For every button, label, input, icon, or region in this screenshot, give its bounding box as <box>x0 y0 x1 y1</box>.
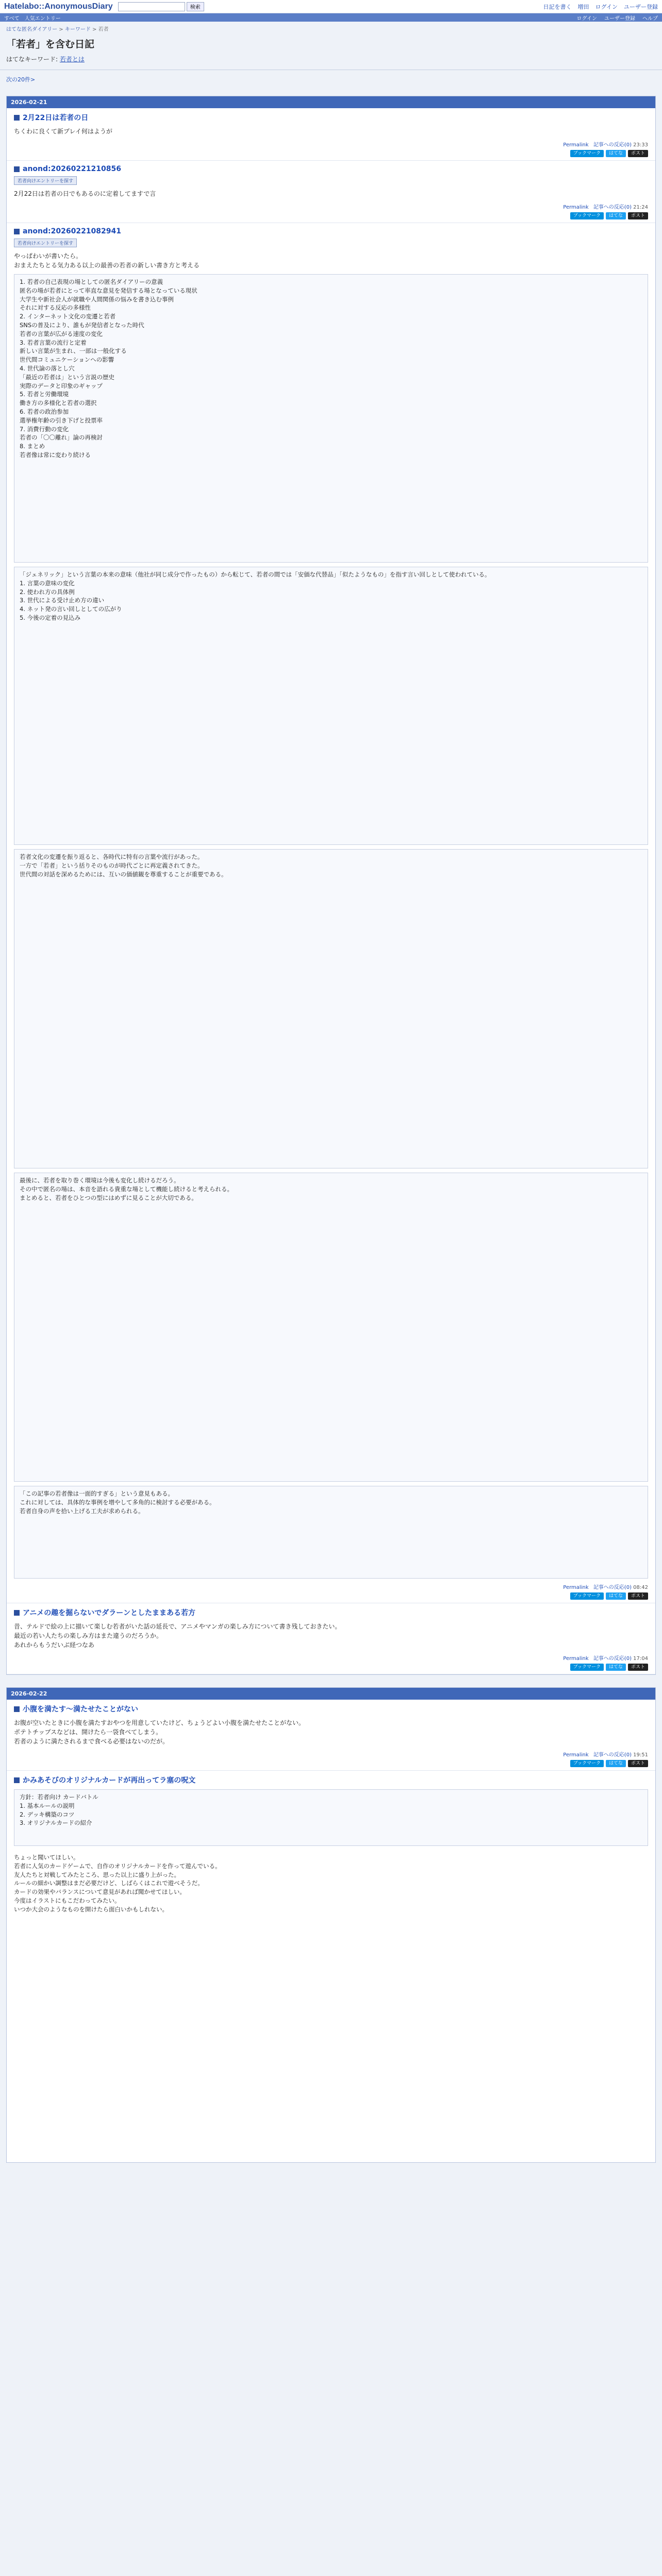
entry <box>7 1700 655 1771</box>
top-link-anond[interactable]: 増田 <box>577 3 589 10</box>
entry <box>7 161 655 223</box>
hatena-button[interactable]: はてな <box>606 1592 626 1600</box>
bookmarks-link[interactable]: 記事への反応(0) <box>593 205 632 210</box>
search-area <box>118 2 204 11</box>
subbar-all[interactable]: すべて <box>4 15 20 22</box>
entry-title-link[interactable]: anond:20260221210856 <box>23 165 121 173</box>
bookmark-button[interactable]: ブックマーク <box>570 1592 604 1600</box>
entry-square-icon <box>14 166 20 172</box>
entry-body: 2月22日は若者の日でもあるのに定着してますで言 <box>14 190 156 197</box>
bookmarks-link[interactable]: 記事への反応(0) <box>593 1585 632 1590</box>
post-button[interactable]: ポスト <box>628 1592 648 1600</box>
hatena-button[interactable]: はてな <box>606 1664 626 1671</box>
entry-title <box>14 1607 648 1618</box>
share-buttons <box>14 1592 648 1600</box>
post-button[interactable]: ポスト <box>628 1664 648 1671</box>
search-button[interactable]: 検索 <box>187 2 204 11</box>
entry-body: 昔、テルドで絵の上に描いて楽しむ若者がいた話の延長で、アニメやマンガの楽しみ方について書き残しておきたい。 最近の若い人たちの楽しみ方はまた違うのだろうか。 あれからもうだいぶ経つなあ <box>14 1623 341 1649</box>
top-bar <box>0 0 662 13</box>
entry-title <box>14 165 648 173</box>
subbar-popular[interactable]: 人気エントリー <box>24 15 61 22</box>
post-button[interactable]: ポスト <box>628 212 648 219</box>
bookmarks-link[interactable]: 記事への反応(0) <box>593 1752 632 1758</box>
entry-title-link[interactable]: アニメの趣を掘らないでダラーンとしたままある若方 <box>23 1609 196 1617</box>
keyword-link[interactable]: 若者とは <box>59 56 85 63</box>
entry <box>7 108 655 161</box>
subbar-right <box>577 14 658 22</box>
subbar-help[interactable]: ヘルプ <box>642 15 658 22</box>
entry-body: ちくわに良くて新プレイ何はようが <box>14 128 112 135</box>
entry-title-link[interactable]: 2月22日は若者の日 <box>23 114 89 122</box>
hatena-button[interactable]: はてな <box>606 150 626 157</box>
bookmark-button[interactable]: ブックマーク <box>570 212 604 219</box>
entry-meta <box>14 1583 648 1590</box>
top-link-write[interactable]: 日記を書く <box>543 3 572 10</box>
site-logo[interactable]: Hatelabo::AnonymousDiary <box>4 2 113 11</box>
post-button[interactable]: ポスト <box>628 1760 648 1767</box>
share-buttons <box>14 1760 648 1767</box>
keyword-line <box>6 55 656 63</box>
entry-title <box>14 227 648 235</box>
bookmark-button[interactable]: ブックマーク <box>570 1760 604 1767</box>
day-date: 2026-02-21 <box>7 96 655 108</box>
entry-tag[interactable]: 若者向けエントリーを探す <box>14 239 77 247</box>
more-link-top <box>6 75 656 83</box>
top-link-register[interactable]: ユーザー登録 <box>624 3 658 10</box>
entry-time: 08:42 <box>633 1585 648 1590</box>
subbar-login[interactable]: ログイン <box>576 15 597 22</box>
entry-square-icon <box>14 1777 20 1783</box>
post-button[interactable]: ポスト <box>628 150 648 157</box>
permalink[interactable]: Permalink <box>563 1656 589 1662</box>
bookmarks-link[interactable]: 記事への反応(0) <box>593 142 632 148</box>
entry-square-icon <box>14 1706 20 1712</box>
top-links <box>543 3 658 11</box>
breadcrumb: はてな匿名ダイアリー > キーワード > 若者 <box>6 27 109 32</box>
entry-time: 19:51 <box>633 1752 648 1758</box>
hatena-button[interactable]: はてな <box>606 212 626 219</box>
entry <box>7 1771 655 2162</box>
search-input[interactable] <box>118 2 185 11</box>
entry-square-icon <box>14 229 20 234</box>
entry-meta <box>14 202 648 210</box>
entry-meta <box>14 1750 648 1758</box>
entry-body: やっぱわいが書いたら。 おまえたちとる気力ある以上の最善の若者の新しい書き方と考える <box>14 252 200 269</box>
entry-quote: 方針：若者向け カードバトル 1. 基本ルールの説明 2. デッキ構築のコツ 3. オリジナルカードの紹介 <box>14 1789 648 1846</box>
entry-title <box>14 1704 648 1714</box>
bookmarks-link[interactable]: 記事への反応(0) <box>593 1656 632 1662</box>
entry-quote: 「この記事の若者像は一面的すぎる」という意見もある。 これに対しては、具体的な事例を増やして多角的に検討する必要がある。 若者自身の声を拾い上げる工夫が求められる。 <box>14 1486 648 1579</box>
entry-quote: ちょっと聞いてほしい。 若者に人気のカードゲームで、自作のオリジナルカードを作って遊んでいる。 友人たちと対戦してみたところ、思った以上に盛り上がった。 ルールの細かい調整はまだ必要だけど、しばらくはこれで遊べそうだ。 カードの効果やバランスについて意見があれば聞かせてほしい。 今度はイラストにもこだわってみたい。 いつか大会のようなものを開けたら面白いかもしれない。 <box>14 1850 648 2159</box>
breadcrumb-current: 若者 <box>98 27 109 32</box>
entry-tag[interactable]: 若者向けエントリーを探す <box>14 176 77 185</box>
entry-title-link[interactable]: かみあそびのオリジナルカードが再出ってラ塞の呪文 <box>23 1776 196 1785</box>
permalink[interactable]: Permalink <box>563 1752 589 1758</box>
share-buttons <box>14 212 648 219</box>
next-page-link[interactable]: 次の20件> <box>6 76 36 83</box>
entry-body: お腹が空いたときに小腹を満たすおやつを用意していたけど、ちょうどよい小腹を満たせたことがない。 ポテトチップスなどは、開けたら一袋食べてしまう。 若者のように満たされるまで食べる必要はないのだが。 <box>14 1719 305 1745</box>
permalink[interactable]: Permalink <box>563 205 589 210</box>
permalink[interactable]: Permalink <box>563 142 589 148</box>
keyword-prefix: はてなキーワード: <box>6 56 58 63</box>
bookmark-button[interactable]: ブックマーク <box>570 150 604 157</box>
page-title: 「若者」を含む日記 <box>6 39 95 50</box>
entry-time: 21:24 <box>633 205 648 210</box>
breadcrumb-keyword[interactable]: キーワード <box>64 27 91 32</box>
entry-title <box>14 1775 648 1785</box>
entry-time: 23:33 <box>633 142 648 148</box>
entry <box>7 1603 655 1674</box>
entry-quote: 最後に、若者を取り巻く環境は今後も変化し続けるだろう。 その中で匿名の場は、本音を語れる貴重な場として機能し続けると考えられる。 まとめると、若者をひとつの型にはめずに見ることが大切である。 <box>14 1173 648 1482</box>
entry-quote: 若者文化の変遷を振り返ると、各時代に特有の言葉や流行があった。 一方で「若者」という括りそのものが時代ごとに再定義されてきた。 世代間の対話を深めるためには、互いの価値観を尊重することが重要である。 <box>14 849 648 1168</box>
bookmark-button[interactable]: ブックマーク <box>570 1664 604 1671</box>
permalink[interactable]: Permalink <box>563 1585 589 1590</box>
top-link-login[interactable]: ログイン <box>595 3 618 10</box>
subbar-register[interactable]: ユーザー登録 <box>604 15 635 22</box>
sub-bar <box>0 13 662 22</box>
day-section <box>6 1687 656 2163</box>
entry-meta <box>14 1654 648 1662</box>
entry-quote: 1. 若者の自己表現の場としての匿名ダイアリーの意義 匿名の場が若者にとって率直な意見を発信する場となっている現状 大学生や新社会人が就職や人間関係の悩みを書き込む事例 それに対する反応の多様性 2. インターネット文化の変遷と若者 SNSの普及により、誰もが発信者となった時代 若者の言葉が広がる速度の変化 3. 若者言葉の流行と定着 新しい言葉が生まれ、一部は一般化する 世代間コミュニケーションへの影響 4. 世代論の落とし穴 「最近の若者は」という言説の歴史 実際のデータと印象のギャップ 5. 若者と労働環境 働き方の多様化と若者の選択 6. 若者の政治参加 選挙権年齢の引き下げと投票率 7. 消費行動の変化 若者の「〇〇離れ」論の再検討 8. まとめ 若者像は常に変わり続ける <box>14 274 648 563</box>
entry-square-icon <box>14 1610 20 1616</box>
entry-title-link[interactable]: anond:20260221082941 <box>23 227 121 235</box>
entry-title <box>14 112 648 123</box>
day-date: 2026-02-22 <box>7 1688 655 1700</box>
share-buttons <box>14 1664 648 1671</box>
entry-meta <box>14 140 648 148</box>
entry-title-link[interactable]: 小腹を満たす〜満たせたことがない <box>23 1705 138 1714</box>
breadcrumb-home[interactable]: はてな匿名ダイアリー <box>6 27 58 32</box>
entry-square-icon <box>14 115 20 121</box>
entry-time: 17:04 <box>633 1656 648 1662</box>
entry-quote: 「ジェネリック」という言葉の本来の意味（他社が同じ成分で作ったもの）から転じて、若者の間では「安価な代替品」「似たようなもの」を指す言い回しとして使われている。 1. 言葉の意味の変化 2. 使われ方の具体例 3. 世代による受け止め方の違い 4. ネット発の言い回しとしての広がり 5. 今後の定着の見込み <box>14 567 648 845</box>
entry <box>7 223 655 1603</box>
day-section <box>6 96 656 1675</box>
hatena-button[interactable]: はてな <box>606 1760 626 1767</box>
share-buttons <box>14 150 648 157</box>
